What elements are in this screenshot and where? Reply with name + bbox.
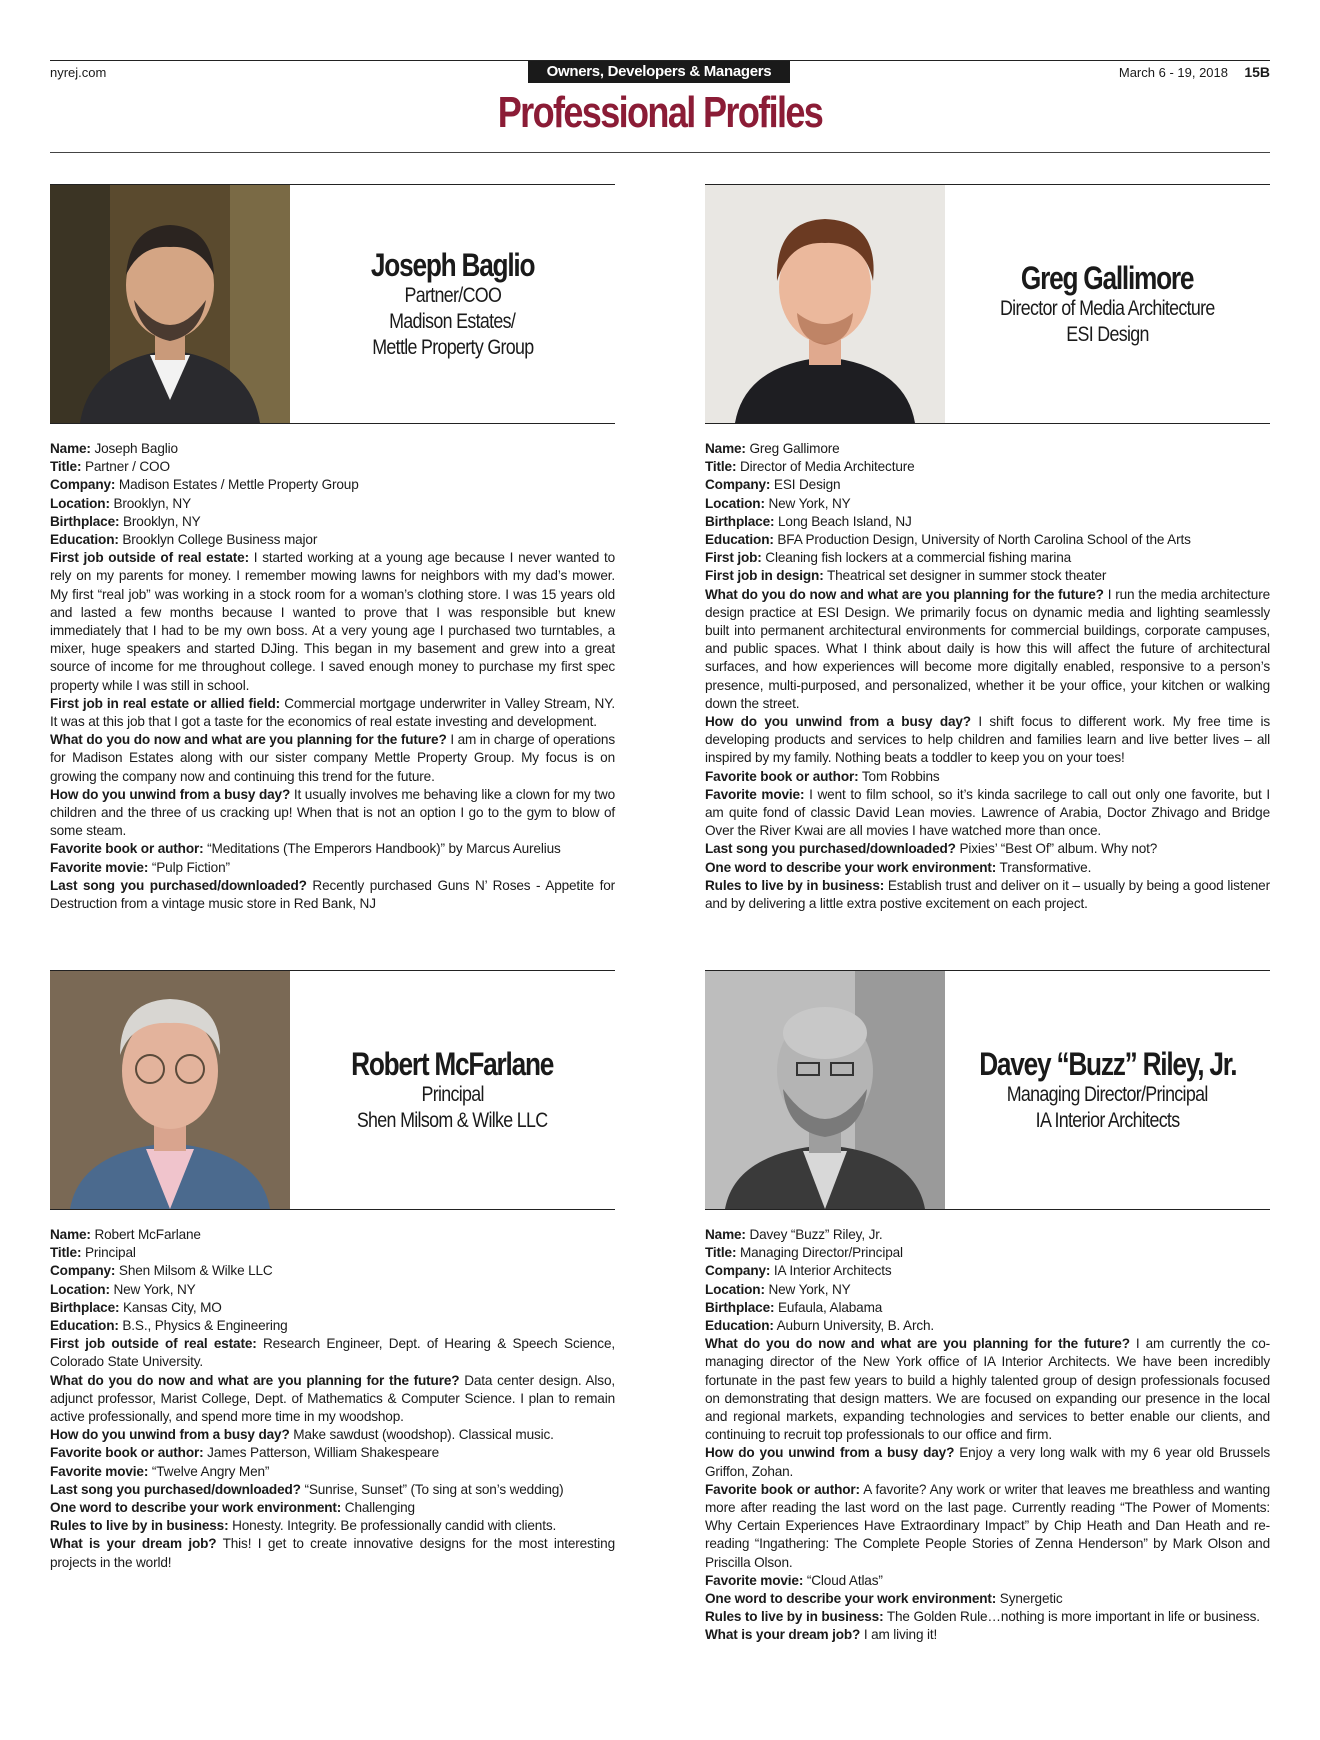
profile-card bbox=[50, 970, 615, 1572]
profile-field: Title: Principal bbox=[50, 1245, 136, 1261]
profile-heading bbox=[945, 971, 1270, 1209]
profile-field: Company: Shen Milsom & Wilke LLC bbox=[50, 1263, 273, 1279]
profile-field: What do you do now and what are you planning for the future? I am in charge of operations for Madison Estates along with our sister company Mettle Property Group. My focus is on growing the company now and continuing this trend for the future. bbox=[50, 732, 615, 784]
profile-field: Education: B.S., Physics & Engineering bbox=[50, 1318, 288, 1334]
profile-field: Education: Brooklyn College Business major bbox=[50, 532, 318, 548]
headshot-photo bbox=[705, 971, 945, 1209]
profile-field: Education: Auburn University, B. Arch. bbox=[705, 1318, 935, 1334]
profile-field: What do you do now and what are you planning for the future? I run the media architecture design practice at ESI Design. We primarily focus on dynamic media and lighting seamlessly built into permanent architectural environments for commercial buildings, corporate campuses, and public spaces. What I think about daily is how this will affect the future of architectural surfaces, and how experiences will become more digitally enabled, responsive to a person’s presence, multi-purposed, and personalized, whether it be your office, your kitchen or walking down the street. bbox=[705, 586, 1270, 711]
profile-body bbox=[705, 1226, 1270, 1645]
profile-body bbox=[705, 440, 1270, 913]
profile-field: One word to describe your work environment: Synergetic bbox=[705, 1591, 1063, 1607]
profile-subtitle: Director of Media Architecture bbox=[1000, 297, 1215, 320]
profile-field: What do you do now and what are you planning for the future? I am currently the co-managing director of the New York office of IA Interior Architects. We have been incredibly fortunate in the past few years to build a highly talented group of design professionals focused on demonstrating that design matters. We are focused on expanding our presence in the local and regional markets, expanding technologies and services to better enable our clients, and continuing to recruit top professionals to our office and firm. bbox=[705, 1336, 1270, 1443]
profile-card bbox=[705, 970, 1270, 1645]
profile-field: Birthplace: Kansas City, MO bbox=[50, 1299, 222, 1315]
profile-field: Location: Brooklyn, NY bbox=[50, 495, 191, 511]
issue-date: March 6 - 19, 2018 bbox=[1118, 65, 1228, 80]
profile-field: First job in real estate or allied field: Commercial mortgage underwriter in Valley Stream, NY. It was at this job that I got a taste for the economics of real estate investing and development. bbox=[50, 695, 615, 730]
profile-subtitle: IA Interior Architects bbox=[1035, 1109, 1180, 1132]
profile-field: Birthplace: Eufaula, Alabama bbox=[705, 1299, 883, 1315]
profile-field: Last song you purchased/downloaded? “Sunrise, Sunset” (To sing at son’s wedding) bbox=[50, 1481, 564, 1497]
profile-name: Greg Gallimore bbox=[1021, 260, 1194, 296]
profile-name: Joseph Baglio bbox=[370, 247, 535, 283]
profile-subtitle: Shen Milsom & Wilke LLC bbox=[357, 1109, 548, 1132]
profile-field: Title: Managing Director/Principal bbox=[705, 1245, 903, 1261]
profile-field: Birthplace: Long Beach Island, NJ bbox=[705, 513, 912, 529]
profile-field: First job: Cleaning fish lockers at a commercial fishing marina bbox=[705, 550, 1072, 566]
profile-field: Favorite book or author: Tom Robbins bbox=[705, 768, 940, 784]
profile-field: One word to describe your work environment: Challenging bbox=[50, 1500, 415, 1516]
profile-card bbox=[705, 184, 1270, 913]
page-header bbox=[50, 60, 1270, 81]
profile-field: Location: New York, NY bbox=[705, 1281, 851, 1297]
profile-field: First job outside of real estate: Research Engineer, Dept. of Hearing & Speech Science, Colorado State University. bbox=[50, 1336, 615, 1370]
profile-field: Location: New York, NY bbox=[50, 1281, 196, 1297]
profile-field: What is your dream job? I am living it! bbox=[705, 1627, 938, 1643]
profile-field: Favorite book or author: “Meditations (The Emperors Handbook)” by Marcus Aurelius bbox=[50, 841, 561, 857]
profile-subtitle: ESI Design bbox=[1066, 323, 1149, 346]
profile-field: First job outside of real estate: I started working at a young age because I never wanted to rely on my parents for money. I remember mowing lawns for neighbors with my dad’s mower. My first “real job” was working in a stock room for a woman’s clothing store. I was 15 years old and lasted a few months because I wanted to prove that I was responsible but knew immediately that I had to be my own boss. At a very young age I purchased two turntables, a mixer, huge speakers and started DJing. This began in my basement and grew into a great source of income for me throughout college. I saved enough money to purchase my first spec property while I was still in school. bbox=[50, 550, 615, 693]
headshot-photo bbox=[50, 971, 290, 1209]
profile-header bbox=[705, 184, 1270, 424]
profile-name: Davey “Buzz” Riley, Jr. bbox=[978, 1046, 1237, 1082]
profile-subtitle: Mettle Property Group bbox=[371, 336, 534, 359]
profile-field: Company: ESI Design bbox=[705, 477, 841, 493]
profile-header bbox=[705, 970, 1270, 1210]
profile-field: One word to describe your work environment: Transformative. bbox=[705, 859, 1092, 875]
profile-heading bbox=[945, 185, 1270, 423]
profile-header bbox=[50, 184, 615, 424]
profile-field: Favorite movie: I went to film school, so it’s kinda sacrilege to call out only one favorite, but I am quite fond of classic David Lean movies. Lawrence of Arabia, Doctor Zhivago and Bridge Over the River Kwai are all movies I have watched more than once. bbox=[705, 786, 1270, 839]
profile-field: Name: Joseph Baglio bbox=[50, 441, 178, 456]
profile-subtitle: Madison Estates/ bbox=[389, 310, 516, 333]
profile-field: How do you unwind from a busy day? Make sawdust (woodshop). Classical music. bbox=[50, 1427, 554, 1443]
profile-subtitle: Principal bbox=[421, 1083, 484, 1106]
profile-field: Title: Director of Media Architecture bbox=[705, 459, 915, 475]
profile-heading bbox=[290, 185, 615, 423]
headshot-photo bbox=[705, 185, 945, 423]
profile-field: Birthplace: Brooklyn, NY bbox=[50, 513, 201, 529]
profile-field: Education: BFA Production Design, University of North Carolina School of the Arts bbox=[705, 532, 1191, 548]
profile-body bbox=[50, 440, 615, 913]
profile-card bbox=[50, 184, 615, 913]
profile-header bbox=[50, 970, 615, 1210]
profile-subtitle: Managing Director/Principal bbox=[1007, 1083, 1208, 1106]
profile-field: Last song you purchased/downloaded? Recently purchased Guns N’ Roses - Appetite for Destruction from a vintage music store in Red Bank, NJ bbox=[50, 877, 615, 912]
profile-field: Favorite movie: “Cloud Atlas” bbox=[705, 1572, 883, 1588]
profile-field: How do you unwind from a busy day? It usually involves me behaving like a clown for my two children and the three of us cracking up! When that is not an option I go to the gym to blow of some steam. bbox=[50, 786, 615, 839]
profile-field: Location: New York, NY bbox=[705, 495, 851, 511]
profile-field: Company: IA Interior Architects bbox=[705, 1263, 892, 1279]
profile-field: Last song you purchased/downloaded? Pixies’ “Best Of” album. Why not? bbox=[705, 841, 1158, 857]
profile-field: First job in design: Theatrical set designer in summer stock theater bbox=[705, 568, 1107, 584]
profile-field: Rules to live by in business: The Golden Rule…nothing is more important in life or business. bbox=[705, 1609, 1260, 1625]
title-divider bbox=[50, 152, 1270, 153]
page-title: Professional Profiles bbox=[497, 88, 823, 137]
profile-name: Robert McFarlane bbox=[351, 1046, 554, 1082]
profile-body bbox=[50, 1226, 615, 1572]
profile-subtitle: Partner/COO bbox=[404, 284, 501, 307]
profile-field: Rules to live by in business: Establish trust and deliver on it – usually by being a good listener and by delivering a little extra postive excitement on each project. bbox=[705, 877, 1270, 912]
profile-field: Favorite book or author: James Patterson, William Shakespeare bbox=[50, 1445, 439, 1461]
site-name: nyrej.com bbox=[50, 65, 107, 80]
profile-field: How do you unwind from a busy day? Enjoy a very long walk with my 6 year old Brussels Griffon, Zohan. bbox=[705, 1445, 1270, 1479]
profile-field: What is your dream job? This! I get to create innovative designs for the most interesting projects in the world! bbox=[50, 1536, 615, 1570]
headshot-photo bbox=[50, 185, 290, 423]
profile-heading bbox=[290, 971, 615, 1209]
profile-field: Favorite movie: “Twelve Angry Men” bbox=[50, 1463, 270, 1479]
profile-field: Name: Davey “Buzz” Riley, Jr. bbox=[705, 1227, 883, 1242]
profile-field: Company: Madison Estates / Mettle Property Group bbox=[50, 477, 359, 493]
profile-field: What do you do now and what are you planning for the future? Data center design. Also, adjunct professor, Marist College, Dept. of Mathematics & Computer Science. I plan to remain active professionally, and spend more time in my woodshop. bbox=[50, 1372, 615, 1425]
section-label: Owners, Developers & Managers bbox=[528, 61, 790, 83]
profile-field: Rules to live by in business: Honesty. Integrity. Be professionally candid with clients. bbox=[50, 1518, 557, 1534]
profile-field: Favorite book or author: A favorite? Any work or writer that leaves me breathless and wanting more after reading the last word on the last page. Currently reading “The Power of Moments: Why Certain Experiences Have Extraordinary Impact” by Chip Heath and Dan Heath and re-reading “Ingathering: The Complete People Stories of Zenna Henderson” by Mark Olson and Priscilla Olson. bbox=[705, 1481, 1270, 1570]
profile-field: How do you unwind from a busy day? I shift focus to different work. My free time is developing products and services to help children and families learn and live better lives – all inspired by my family. Nothing beats a toddler to keep you on your toes! bbox=[705, 714, 1270, 766]
profile-field: Name: Robert McFarlane bbox=[50, 1227, 201, 1242]
page-number: 15B bbox=[1244, 64, 1270, 80]
profile-field: Name: Greg Gallimore bbox=[705, 441, 840, 456]
profile-field: Favorite movie: “Pulp Fiction” bbox=[50, 859, 230, 875]
profile-field: Title: Partner / COO bbox=[50, 459, 170, 475]
